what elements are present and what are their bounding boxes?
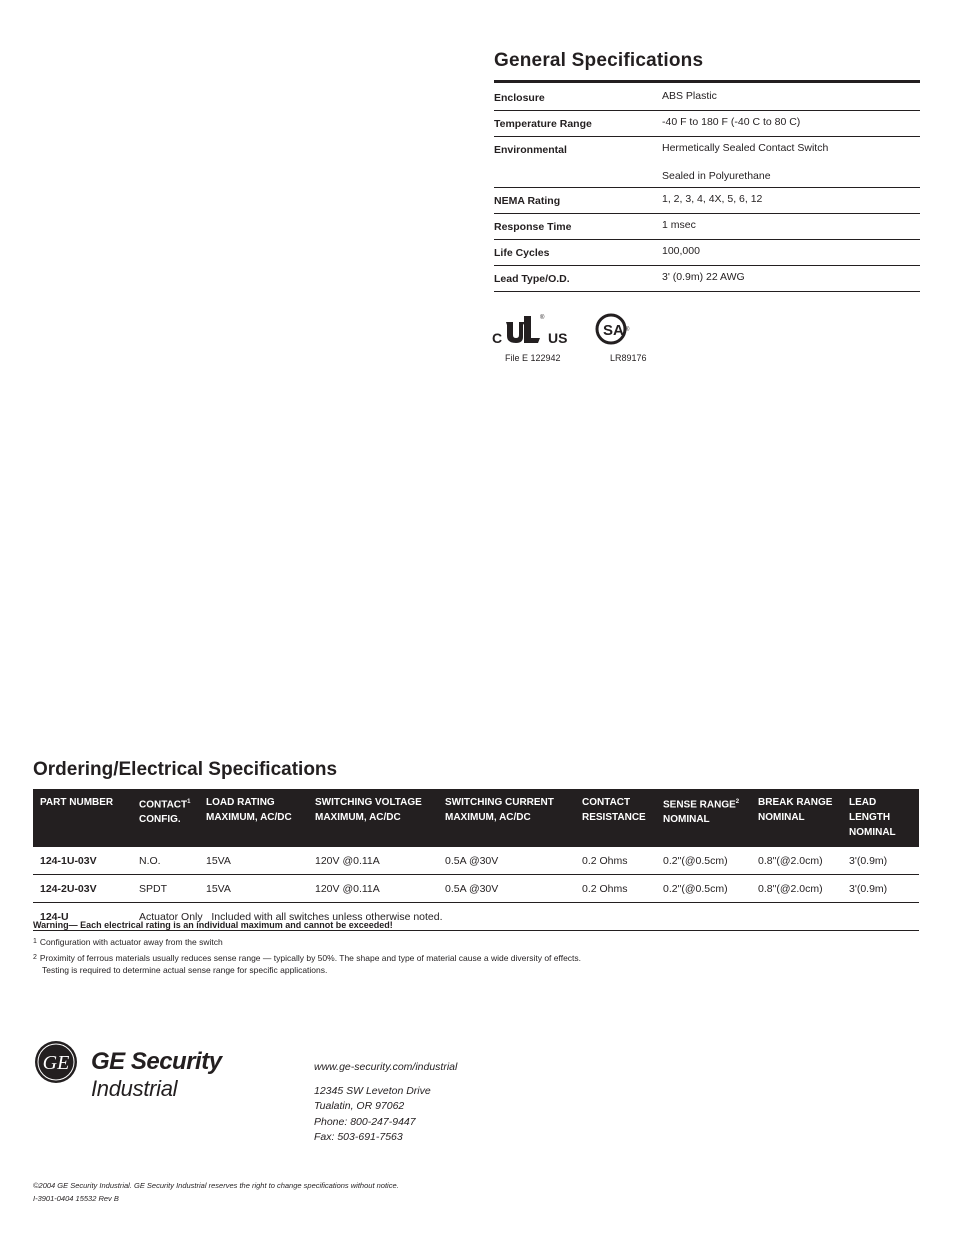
table-row: [33, 847, 919, 875]
brand-name: GE Security: [91, 1048, 222, 1075]
spec-row: [494, 85, 920, 111]
address-line: Tualatin, OR 97062: [314, 1100, 405, 1112]
column-header: PART NUMBER: [33, 789, 132, 847]
brand-subtitle: Industrial: [91, 1076, 178, 1101]
spec-row: [494, 188, 920, 214]
table-row: [33, 875, 919, 903]
spec-value: 100,000: [662, 240, 920, 266]
contact-block: [314, 1060, 457, 1146]
table-header-row: [33, 789, 919, 847]
spec-label: Temperature Range: [494, 111, 662, 137]
title-rule: [494, 80, 920, 83]
footnote-2: $^2$ Proximity of ferrous materials usually reduces sense range — typically by 50%. The shape and type of material cause a wide diversity of effects. Testing is required to determine actual sense range for specific applications.: [33, 953, 582, 975]
table-cell: 15VA: [199, 875, 308, 903]
spec-row: [494, 111, 920, 137]
svg-text:C: C: [492, 330, 503, 346]
part-number-cell: 124-U: [33, 903, 132, 931]
svg-text:GE: GE: [42, 1052, 70, 1074]
ul-listed-mark-icon: [490, 312, 570, 346]
spec-label: Response Time: [494, 214, 662, 240]
spec-row: [494, 214, 920, 240]
table-cell: 3'(0.9m): [842, 847, 919, 875]
spec-value: Hermetically Sealed Contact Switch Sealed in Polyurethane: [662, 137, 920, 188]
address-line: 12345 SW Leveton Drive: [314, 1084, 431, 1097]
table-cell: 0.2"(@0.5cm): [656, 875, 751, 903]
general-specs-table: [494, 85, 920, 292]
website-link[interactable]: www.ge-security.com/industrial: [314, 1061, 458, 1073]
ordering-specs-title: Ordering/Electrical Specifications: [33, 759, 338, 780]
column-header: CONTACT RESISTANCE: [575, 789, 656, 847]
table-cell: 120V @0.11A: [308, 847, 438, 875]
spec-label: Lead Type/O.D.: [494, 266, 662, 292]
document-number: I-3901-0404 15532 Rev B: [33, 1194, 119, 1203]
fax-number: Fax: 503-691-7563: [314, 1131, 403, 1143]
column-header: CONTACT$^1$ CONFIG.: [132, 789, 199, 847]
table-cell: N.O.: [132, 847, 199, 875]
svg-text:US: US: [548, 330, 568, 346]
spec-row: [494, 266, 920, 292]
spec-label: NEMA Rating: [494, 188, 662, 214]
spec-value: 3' (0.9m) 22 AWG: [662, 266, 920, 292]
csa-file-number: LR89176: [610, 353, 647, 363]
table-cell: SPDT: [132, 875, 199, 903]
actuator-cell: Actuator Only Included with all switches unless otherwise noted.: [132, 903, 919, 931]
column-header: SWITCHING CURRENT MAXIMUM, AC/DC: [438, 789, 575, 847]
table-cell: 3'(0.9m): [842, 875, 919, 903]
copyright-block: [33, 1179, 399, 1205]
spec-value: 1, 2, 3, 4, 4X, 5, 6, 12: [662, 188, 920, 214]
svg-text:SA: SA: [603, 322, 624, 339]
column-header: LEAD LENGTH NOMINAL: [842, 789, 919, 847]
ge-logo-icon: [34, 1040, 78, 1084]
table-cell: 120V @0.11A: [308, 875, 438, 903]
spec-row: [494, 137, 920, 188]
csa-mark-icon: [595, 311, 631, 347]
table-cell: 0.2 Ohms: [575, 875, 656, 903]
warning-note: Warning— Each electrical rating is an individual maximum and cannot be exceeded!: [33, 920, 393, 930]
copyright-text: ©2004 GE Security Industrial. GE Security Industrial reserves the right to change specifications without notice.: [33, 1181, 399, 1190]
spec-label: Life Cycles: [494, 240, 662, 266]
spec-value: 1 msec: [662, 214, 920, 240]
column-header: LOAD RATING MAXIMUM, AC/DC: [199, 789, 308, 847]
ul-file-number: File E 122942: [505, 353, 561, 363]
ordering-specs-table: [33, 789, 919, 931]
spec-row: [494, 240, 920, 266]
column-header: SENSE RANGE$^2$ NOMINAL: [656, 789, 751, 847]
spec-label: Environmental: [494, 137, 662, 188]
part-number-cell: 124-2U-03V: [33, 875, 132, 903]
footnote-1: $^1$ Configuration with actuator away from the switch: [33, 937, 223, 947]
table-cell: 0.8"(@2.0cm): [751, 875, 842, 903]
table-cell: 0.5A @30V: [438, 875, 575, 903]
svg-text:®: ®: [540, 315, 545, 321]
table-cell: 15VA: [199, 847, 308, 875]
table-cell: 0.2 Ohms: [575, 847, 656, 875]
part-number-cell: 124-1U-03V: [33, 847, 132, 875]
spec-value: -40 F to 180 F (-40 C to 80 C): [662, 111, 920, 137]
svg-text:®: ®: [625, 327, 630, 333]
column-header: SWITCHING VOLTAGE MAXIMUM, AC/DC: [308, 789, 438, 847]
column-header: BREAK RANGE NOMINAL: [751, 789, 842, 847]
table-cell: 0.8"(@2.0cm): [751, 847, 842, 875]
table-cell: 0.5A @30V: [438, 847, 575, 875]
spec-label: Enclosure: [494, 85, 662, 111]
spec-value: ABS Plastic: [662, 85, 920, 111]
table-cell: 0.2"(@0.5cm): [656, 847, 751, 875]
general-specs-title: General Specifications: [494, 50, 704, 71]
phone-number: Phone: 800-247-9447: [314, 1115, 416, 1128]
